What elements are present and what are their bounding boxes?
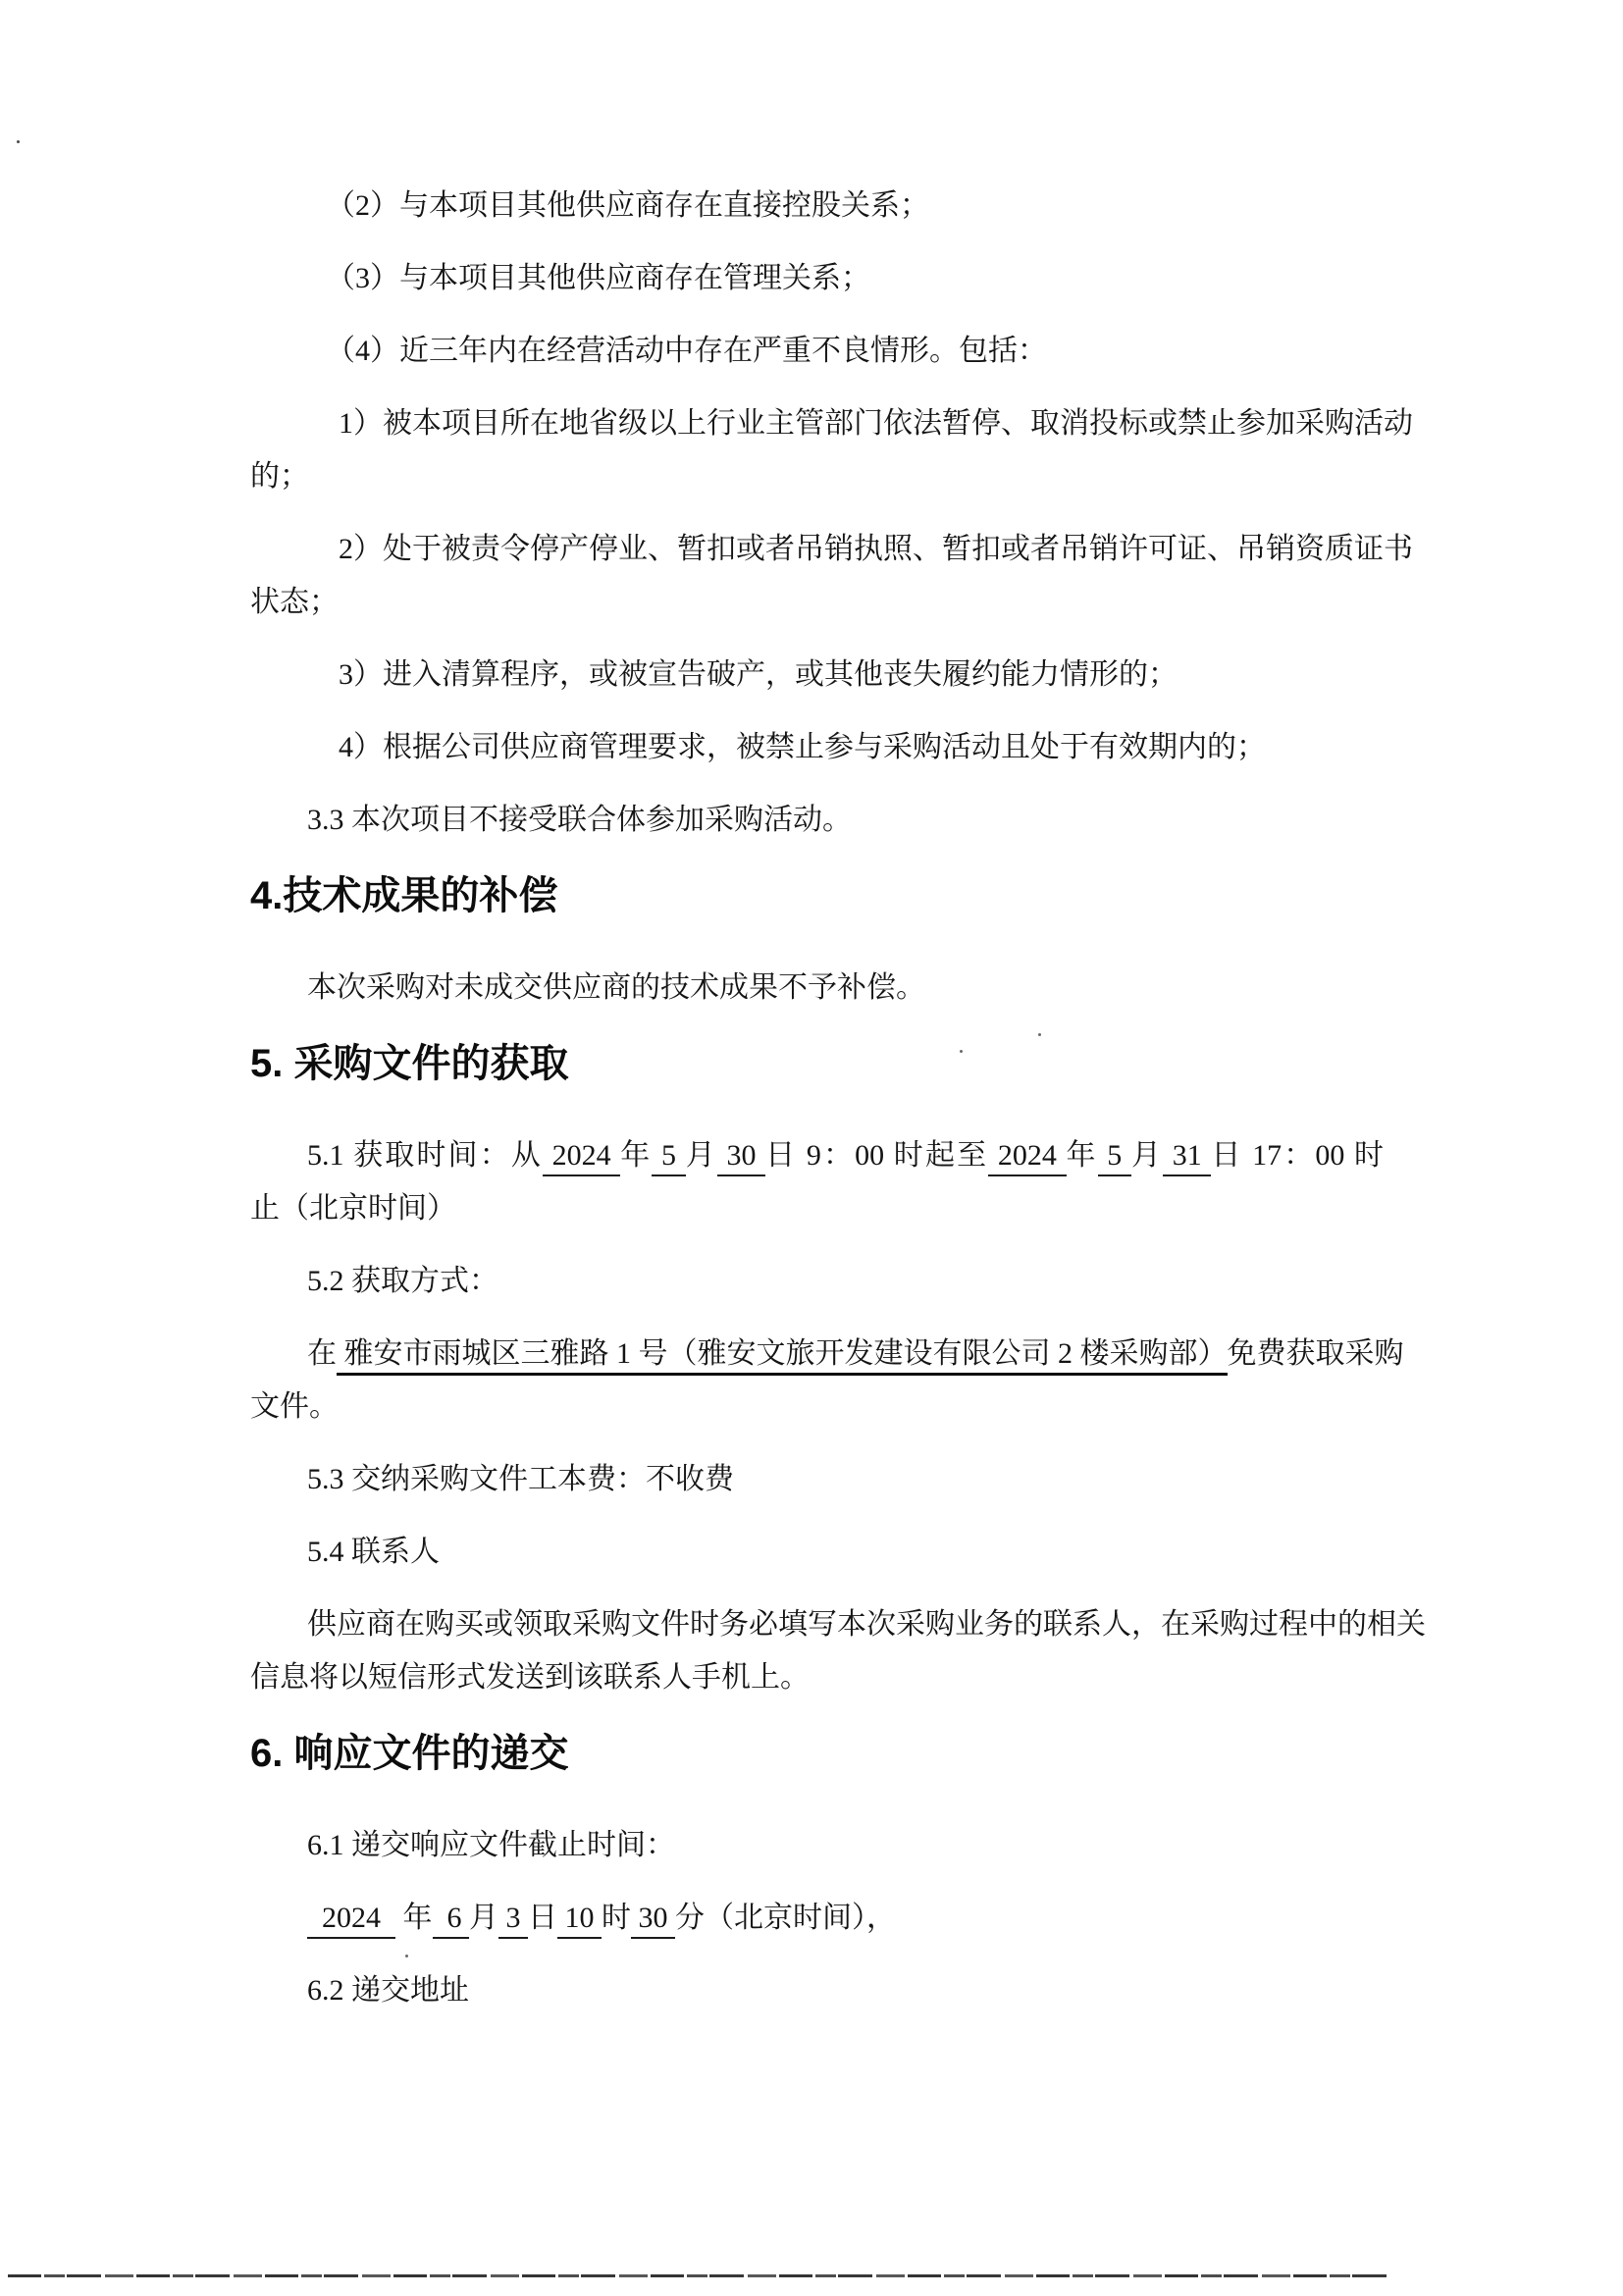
scan-artifact-line xyxy=(8,2274,1389,2277)
paragraph xyxy=(250,325,1384,378)
paragraph xyxy=(250,1964,1384,2017)
underlined-field: 3 xyxy=(498,1902,528,1939)
text-line xyxy=(250,1453,1384,1506)
text-run: 年 xyxy=(620,1139,653,1172)
paragraph xyxy=(250,1129,1384,1235)
text-run: 时 xyxy=(602,1902,631,1934)
text-run: 6.2 递交地址 xyxy=(307,1974,469,2007)
scan-speck xyxy=(1038,1033,1041,1036)
paragraph xyxy=(250,1453,1384,1506)
text-run: 2）处于被责令停产停业、暂扣或者吊销执照、暂扣或者吊销许可证、吊销资质证书 xyxy=(339,533,1413,565)
text-run: （3）与本项目其他供应商存在管理关系； xyxy=(326,262,870,294)
text-line xyxy=(250,325,1384,378)
text-line xyxy=(250,721,1384,774)
underlined-field: 2024 xyxy=(543,1139,620,1176)
text-line xyxy=(250,1182,1384,1235)
text-run: 供应商在购买或领取采购文件时务必填写本次采购业务的联系人，在采购过程中的相关 xyxy=(307,1608,1426,1641)
paragraph xyxy=(250,794,1384,847)
text-run: 5.1 获取时间：从 xyxy=(307,1139,543,1172)
text-line xyxy=(250,1328,1404,1381)
text-line xyxy=(250,1892,1384,1945)
paragraph xyxy=(250,1598,1426,1704)
text-line xyxy=(250,962,1384,1015)
text-run: 年 xyxy=(395,1902,433,1934)
text-line xyxy=(250,1255,1384,1308)
paragraph xyxy=(250,1328,1404,1434)
paragraph xyxy=(250,721,1384,774)
underlined-field: 5 xyxy=(652,1139,685,1176)
text-line xyxy=(250,1964,1384,2017)
text-run: （2）与本项目其他供应商存在直接控股关系； xyxy=(326,189,929,222)
paragraph xyxy=(250,1819,1384,1872)
text-line xyxy=(250,1129,1384,1182)
text-run: 3）进入清算程序，或被宣告破产，或其他丧失履约能力情形的； xyxy=(339,658,1178,691)
text-run: 月 xyxy=(469,1902,498,1934)
underlined-field: 31 xyxy=(1163,1139,1211,1176)
scan-speck xyxy=(960,1050,963,1053)
scan-speck xyxy=(405,1955,408,1957)
underlined-field: 10 xyxy=(557,1902,602,1939)
underlined-field: 2024 xyxy=(988,1139,1066,1176)
text-line xyxy=(250,1526,1384,1579)
paragraph xyxy=(250,523,1413,629)
scan-speck xyxy=(17,140,20,143)
text-run: 信息将以短信形式发送到该联系人手机上。 xyxy=(250,1661,810,1694)
text-line xyxy=(250,649,1384,702)
text-line xyxy=(250,1651,1384,1704)
text-run: 3.3 本次项目不接受联合体参加采购活动。 xyxy=(307,804,852,836)
paragraph xyxy=(250,252,1384,305)
text-run: 日 9：00 时起至 xyxy=(765,1139,989,1172)
text-run: 月 xyxy=(685,1139,717,1172)
paragraph xyxy=(250,962,1384,1015)
text-line xyxy=(250,1819,1384,1872)
text-line xyxy=(250,180,1384,233)
text-run: 1）被本项目所在地省级以上行业主管部门依法暂停、取消投标或禁止参加采购活动 xyxy=(339,407,1413,440)
text-run: 文件。 xyxy=(250,1390,339,1423)
text-run: 状态； xyxy=(250,586,339,618)
text-run: 的； xyxy=(250,460,309,493)
text-run: 日 xyxy=(528,1902,557,1934)
section-heading: 6. 响应文件的递交 xyxy=(250,1732,569,1775)
text-run: 分（北京时间）， xyxy=(675,1902,896,1934)
text-run: 在 xyxy=(307,1337,337,1370)
text-line xyxy=(250,397,1413,450)
text-run: 免费获取采购 xyxy=(1227,1337,1404,1370)
paragraph xyxy=(250,1526,1384,1579)
text-line xyxy=(250,794,1384,847)
underlined-field: 2024 xyxy=(307,1902,395,1939)
text-line xyxy=(250,252,1384,305)
text-line xyxy=(250,576,1384,629)
underlined-field: 30 xyxy=(631,1902,675,1939)
section-heading: 4.技术成果的补偿 xyxy=(250,874,558,917)
paragraph xyxy=(250,180,1384,233)
underlined-field: 30 xyxy=(717,1139,765,1176)
underlined-field: 6 xyxy=(433,1902,470,1939)
text-run: 5.2 获取方式： xyxy=(307,1265,498,1297)
text-run: 6.1 递交响应文件截止时间： xyxy=(307,1829,675,1861)
paragraph xyxy=(250,1892,1384,1945)
text-line xyxy=(250,450,1384,503)
text-run: 日 17：00 时 xyxy=(1211,1139,1385,1172)
text-run: 4）根据公司供应商管理要求，被禁止参与采购活动且处于有效期内的； xyxy=(339,731,1266,763)
text-run: 5.3 交纳采购文件工本费：不收费 xyxy=(307,1463,734,1495)
section-heading: 5. 采购文件的获取 xyxy=(250,1042,569,1085)
text-run: 本次采购对未成交供应商的技术成果不予补偿。 xyxy=(307,971,925,1004)
text-line xyxy=(250,1381,1384,1434)
paragraph xyxy=(250,649,1384,702)
text-run: 5.4 联系人 xyxy=(307,1536,440,1568)
underlined-field: 5 xyxy=(1098,1139,1131,1176)
text-run: 月 xyxy=(1130,1139,1164,1172)
paragraph xyxy=(250,397,1413,503)
paragraph xyxy=(250,1255,1384,1308)
text-line xyxy=(250,1598,1426,1651)
text-run: （4）近三年内在经营活动中存在严重不良情形。包括： xyxy=(326,335,1047,367)
text-run: 年 xyxy=(1066,1139,1098,1172)
text-run: 止（北京时间） xyxy=(250,1192,456,1225)
text-line xyxy=(250,523,1413,576)
underlined-field: 雅安市雨城区三雅路 1 号（雅安文旅开发建设有限公司 2 楼采购部） xyxy=(337,1337,1228,1376)
